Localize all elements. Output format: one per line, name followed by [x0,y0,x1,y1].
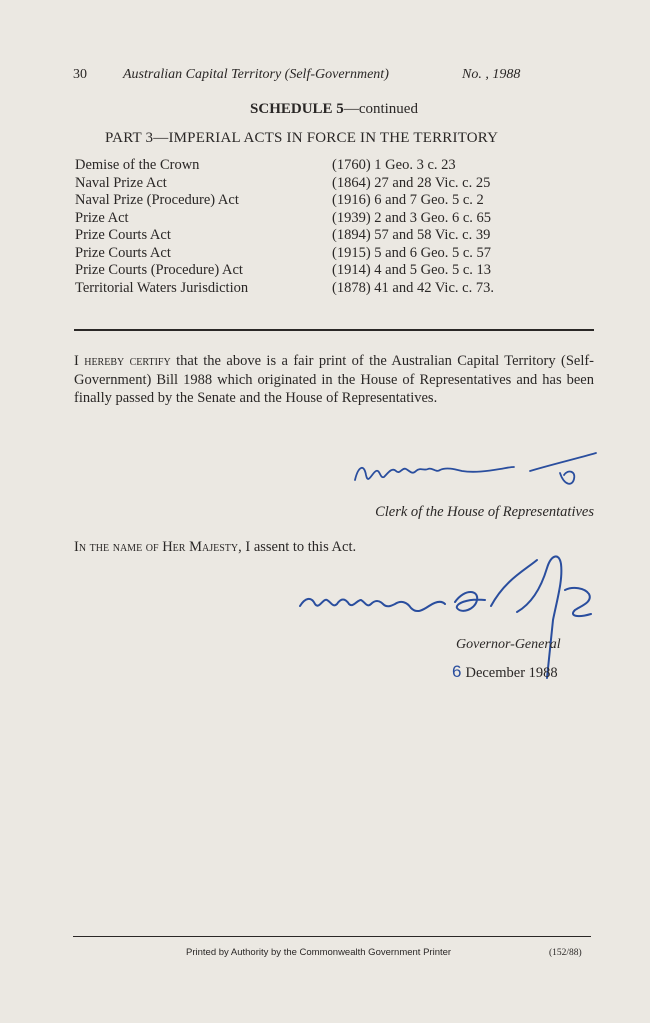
act-name: Demise of the Crown [75,157,200,173]
table-row [75,157,545,175]
act-number: No. , 1988 [462,67,521,82]
schedule-continued: —continued [343,101,418,117]
clerk-title: Clerk of the House of Representatives [375,504,594,520]
act-citation: (1939) 2 and 3 Geo. 6 c. 65 [332,209,492,226]
act-name: Prize Courts (Procedure) Act [75,262,243,278]
act-citation: (1760) 1 Geo. 3 c. 23 [332,157,456,173]
table-row [75,175,545,193]
table-row [75,262,545,280]
schedule-title: SCHEDULE 5 [250,101,344,117]
part-heading: PART 3—IMPERIAL ACTS IN FORCE IN THE TERRITORY [105,130,499,146]
act-citation: (1878) 41 and 42 Vic. c. 73. [332,279,494,296]
table-row [75,227,545,245]
act-name: Prize Courts Act [75,227,171,243]
act-citation: (1864) 27 and 28 Vic. c. 25 [332,174,491,191]
printer-imprint: Printed by Authority by the Commonwealth Government Printer [186,947,452,958]
assent-text: , I assent to this Act. [238,539,357,555]
act-name: Naval Prize (Procedure) Act [75,192,239,208]
table-row [75,192,545,210]
act-citation: (1915) 5 and 6 Geo. 5 c. 57 [332,244,492,261]
act-name: Naval Prize Act [75,174,167,191]
assent-date [452,662,558,682]
schedule-heading [0,101,650,118]
certify-text: that the above is a fair print of the Australian Capital Territory (Self-Government) Bill 1988 which originated in the House of Representatives and has been finally passed by the Senate and the House of Representatives. [74,353,595,406]
certification-paragraph [74,352,594,408]
clerk-signature [350,445,600,495]
governor-general-title: Governor-General [456,637,561,652]
certify-lead: I hereby certify [74,353,171,369]
date-text: December 1988 [465,665,558,681]
acts-table [75,157,545,297]
act-title: Australian Capital Territory (Self-Government) [123,67,389,82]
act-citation: (1916) 6 and 7 Geo. 5 c. 2 [332,192,484,208]
act-name: Territorial Waters Jurisdiction [75,279,249,296]
footer-divider [73,936,591,937]
table-row [75,210,545,228]
section-divider [74,329,594,331]
print-code: (152/88) [549,948,582,958]
page-number: 30 [73,67,87,82]
act-name: Prize Act [75,209,129,226]
table-row [75,280,545,298]
assent-lead: In the name of Her Majesty [74,539,239,555]
table-row [75,245,545,263]
governor-general-signature [295,550,605,680]
handwritten-day: 6 [452,662,462,681]
act-citation: (1914) 4 and 5 Geo. 5 c. 13 [332,262,492,278]
act-name: Prize Courts Act [75,244,171,261]
act-citation: (1894) 57 and 58 Vic. c. 39 [332,227,491,243]
